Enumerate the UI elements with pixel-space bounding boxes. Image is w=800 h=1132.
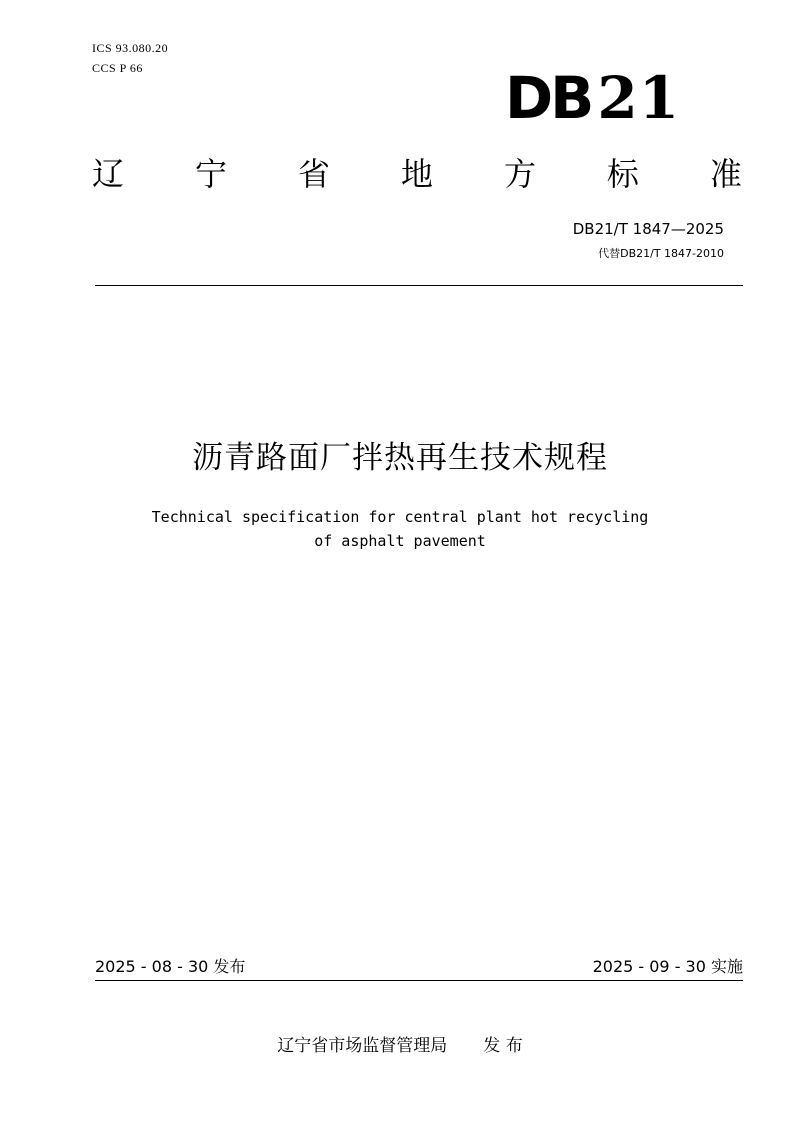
replaces-standard: 代替DB21/T 1847-2010 (598, 247, 724, 260)
bottom-divider (95, 980, 743, 981)
db-logo-letters: DB (505, 64, 592, 132)
issuer-name: 辽宁省市场监督管理局 (277, 1036, 448, 1056)
standard-type-heading (92, 152, 742, 196)
issue-date: 2025 - 08 - 30 发布 (95, 957, 246, 976)
standard-type-char: 方 (503, 155, 536, 193)
standard-type-char: 省 (297, 155, 330, 193)
document-title-zh: 沥青路面厂拌热再生技术规程 (192, 440, 608, 476)
db-logo (505, 64, 705, 132)
standard-type-char: 标 (606, 155, 639, 193)
standard-type-char: 辽 (92, 155, 125, 193)
title-en-line: of asphalt pavement (314, 532, 486, 550)
document-title-en (100, 505, 700, 553)
standard-type-char: 准 (709, 155, 742, 193)
db-logo-code: 21 (597, 64, 681, 132)
top-divider (95, 285, 743, 286)
classification-codes (92, 38, 168, 78)
implementation-date: 2025 - 09 - 30 实施 (592, 957, 743, 976)
issuer-action: 发 布 (483, 1036, 523, 1056)
standard-type-char: 宁 (194, 155, 227, 193)
standard-number: DB21/T 1847—2025 (572, 220, 724, 238)
ccs-code: CCS P 66 (92, 61, 143, 75)
title-en-line: Technical specification for central plant hot recycling (151, 508, 649, 526)
ics-code: ICS 93.080.20 (92, 41, 169, 55)
standard-type-char: 地 (400, 155, 433, 193)
issuer-line (0, 1034, 800, 1058)
